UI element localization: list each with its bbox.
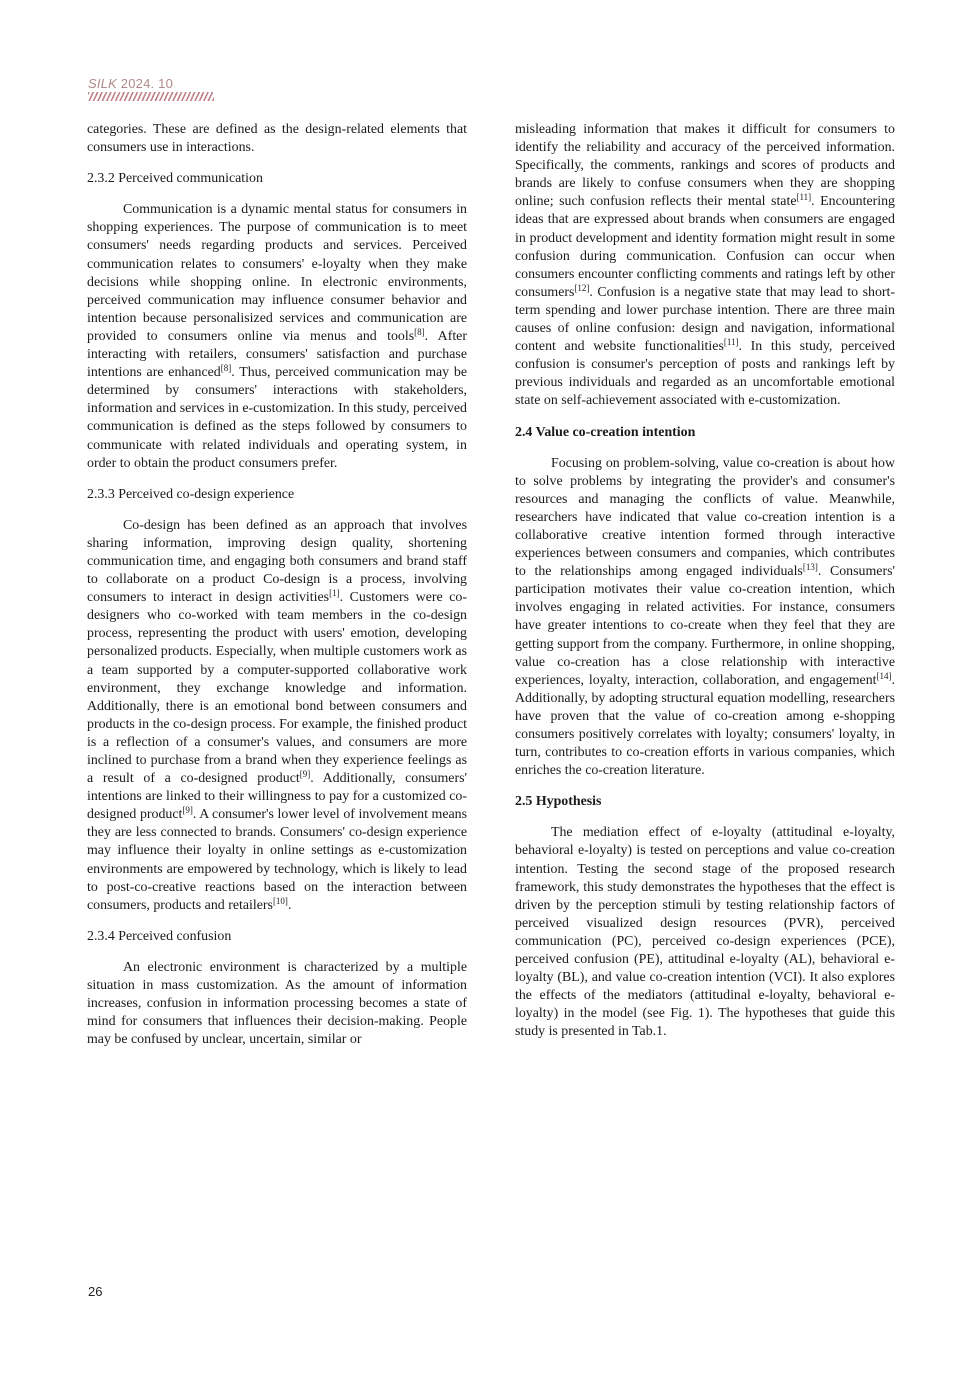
subsection-heading: 2.3.3 Perceived co-design experience — [87, 486, 295, 502]
citation: [14] — [876, 670, 892, 681]
paragraph: Communication is a dynamic mental status for consumers in shopping experiences. The purpose of communication is to meet consumers' needs regarding products and services. Perceived communication relates to consumers' e-loyalty when they make decisions while shopping online. In electronic environments, perceived communication may influence consumer behavior and intention because personalisized services and communication are provided to consumers online via menus and tools[8]. After interacting with retailers, consumers' satisfaction and purchase intentions are enhanced[8]. Thus, perceived communication may be determined by consumers' interactions with stakeholders, information and services in e-customization. In this study, perceived communication is defined as the steps followed by consumers to communicate with related individuals and operating system, in order to obtain the product consumers prefer. — [87, 202, 467, 471]
citation: [8] — [414, 326, 425, 337]
subsection-heading: 2.3.2 Perceived communication — [87, 171, 263, 187]
header-hatch-decoration — [88, 92, 214, 101]
citation: [11] — [723, 337, 739, 348]
paragraph: categories. These are defined as the design-related elements that consumers use in interactions. — [87, 122, 467, 156]
citation: [9] — [182, 805, 193, 816]
citation: [12] — [574, 282, 590, 293]
citation: [9] — [299, 769, 311, 780]
running-header — [88, 76, 214, 101]
paragraph: An electronic environment is characterized by a multiple situation in mass customization. As the amount of information increases, confusion in information processing becomes a state of mind for consumers that influences their decision-making. People may be confused by unclear, uncertain, similar or — [87, 959, 467, 1048]
journal-issue: 2024. 10 — [116, 76, 173, 91]
paragraph: The mediation effect of e-loyalty (attitudinal e-loyalty, behavioral e-loyalty) is tested on perceptions and value co-creation intention. Testing the second stage of the proposed research framework, this study demonstrates the hypotheses that the effect is driven by the perception stimuli by testing relationship factors of perceived visualized design resources (PVR), perceived communication (PC), perceived co-design experiences (PCE), perceived confusion (PE), attitudinal e-loyalty (AL), behavioral e-loyalty (BL), and value co-creation intention (VCI). It also explores the effects of the mediators (attitudinal e-loyalty, behavioral e-loyalty) in the model (see Fig. 1). The hypotheses that guide this study is presented in Tab.1. — [515, 825, 895, 1040]
journal-title — [88, 76, 214, 91]
paragraph: misleading information that makes it difficult for consumers to identify the reliability and accuracy of the perceived information. Specifically, the comments, rankings and scores of products and brands are likely to confuse consumers when they are shopping online; such confusion reflects their mental state[11]. Encountering ideas that are expressed about brands when consumers are engaged in product development and identity formation might result in some confusion during communication. Confusion can occur when consumers encounter conflicting comments and ratings left by other consumers[12]. Confusion is a negative state that may lead to short-term spending and lower purchase intention. There are three main causes of online confusion: design and navigation, informational content and website functionalities[11]. In this study, perceived confusion is consumer's perception of posts and rankings left by previous individuals and regarded as an uncomfortable emotional state on self-achievement associated with e-customization. — [515, 122, 895, 409]
citation: [10] — [272, 895, 288, 906]
page-number: 26 — [88, 1284, 103, 1299]
citation: [8] — [220, 363, 232, 374]
right-column — [515, 121, 895, 1042]
paragraph: Focusing on problem-solving, value co-creation is about how to solve problems by integrating the provider's and consumer's resources and managing the conflicts of value. Meanwhile, researchers have indicated that value co-creation intention is a collaborative creative intention formed through interactive experiences between consumers and companies, which contributes to the relationships among engaged individuals[13]. Consumers' participation motivates their value co-creation intention, which involves engaging in related activities. For instance, consumers have greater intentions to co-create when they feel that they are getting support from the company. Furthermore, in online shopping, value co-creation has a close relationship with interactive experiences, loyalty, interaction, collaboration, and engagement[14]. Additionally, by adopting structural equation modelling, researchers have proven that the value of co-creation among e-shopping consumers positively correlates with loyalty; consumers' loyalty, in turn, contributes to co-creation efforts in various companies, which enriches the co-creation literature. — [515, 455, 895, 779]
citation: [1] — [329, 588, 340, 599]
journal-name: SILK — [88, 76, 117, 91]
citation: [13] — [802, 562, 818, 573]
section-heading: 2.5 Hypothesis — [515, 794, 602, 810]
left-column — [87, 121, 467, 1049]
paragraph: Co-design has been defined as an approach that involves sharing information, improving design quality, shortening communication time, and engaging both consumers and brand staff to collaborate on a product Co-design is a process, involving consumers to interact in design activities[1]. Customers were co-designers who co-worked with team members in the co-design process, representing the product with users' emotion, developing personalized products. Especially, when multiple customers work as a team supported by a computer-supported collaborative work environment, they exchange knowledge and information. Additionally, there is an emotional bond between consumers and products in the co-design process. For example, the finished product is a reflection of a consumer's values, and consumers are more inclined to purchase from a brand when they experience feelings as a result of a co-designed product[9]. Additionally, consumers' intentions are linked to their willingness to pay for a customized co-designed product[9]. A consumer's lower level of involvement means they are less connected to brands. Consumers' co-design experience may influence their loyalty in online settings as e-customization environments are empowered by technology, which is likely to lead to post-co-creative reactions based on the interaction between consumers, products and retailers[10]. — [87, 517, 468, 913]
section-heading: 2.4 Value co-creation intention — [515, 424, 696, 440]
citation: [11] — [796, 192, 812, 203]
subsection-heading: 2.3.4 Perceived confusion — [87, 928, 232, 944]
